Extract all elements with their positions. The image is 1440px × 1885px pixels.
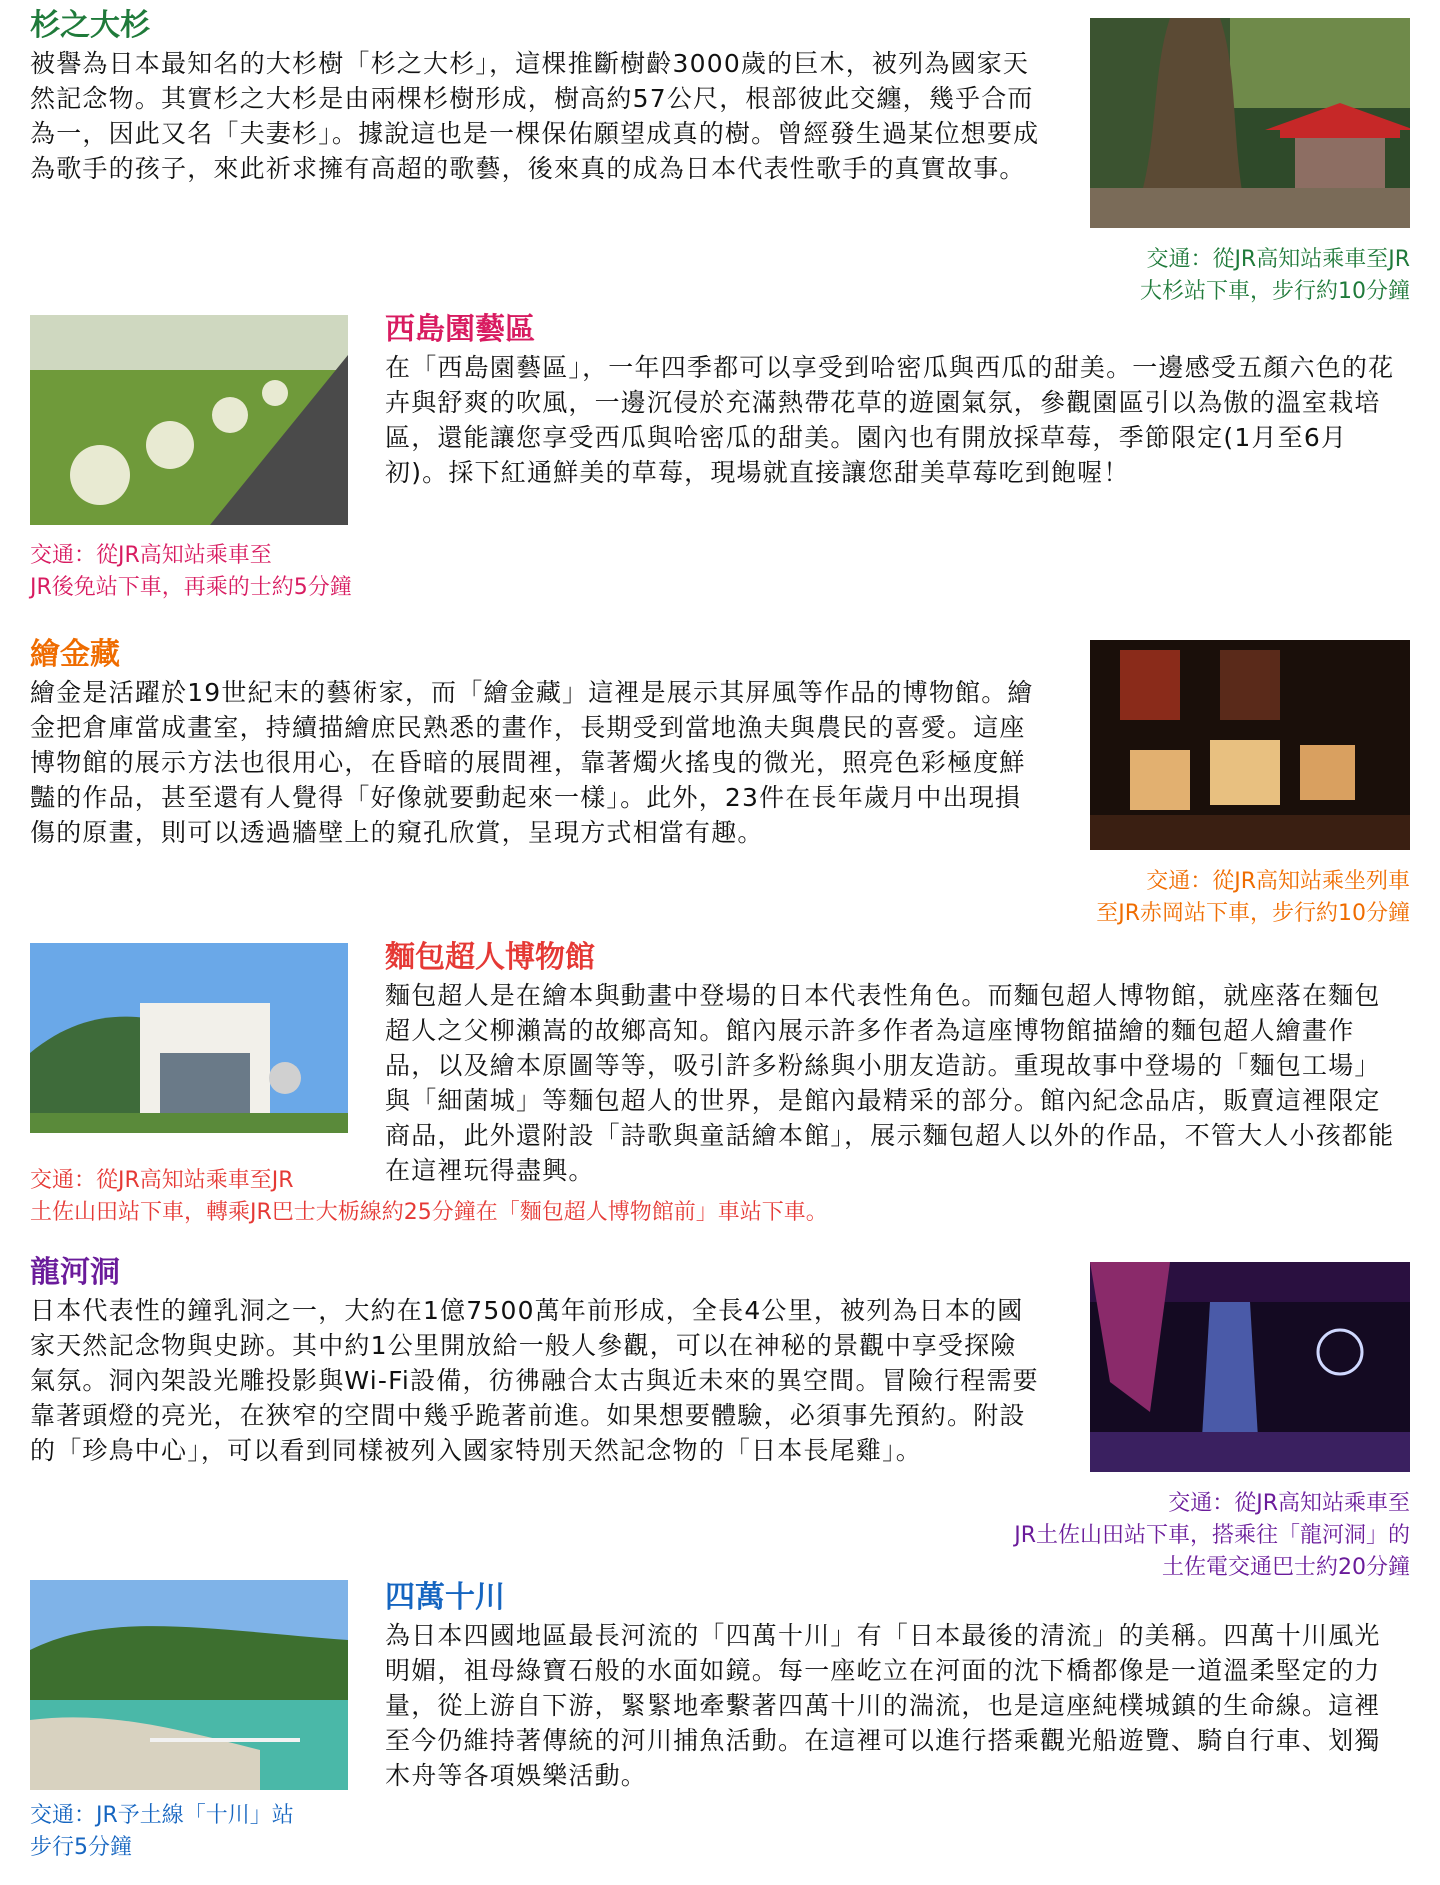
transport-info: 交通：JR予土線「十川」站 步行5分鐘	[30, 1803, 294, 1860]
section-body: 被譽為日本最知名的大杉樹「杉之大杉」，這棵推斷樹齡3000歲的巨木，被列為國家天然記念物。其實杉之大杉是由兩棵杉樹形成，樹高約57公尺，根部彼此交纏，幾乎合而為一，因此又名「夫妻杉」。據說這也是一棵保佑願望成真的樹。曾經發生過某位想要成為歌手的孩子，來此祈求擁有高超的歌藝，後來真的成為日本代表性歌手的真實故事。	[30, 49, 1040, 183]
section-title: 杉之大杉	[30, 8, 150, 43]
section-title: 麵包超人博物館	[385, 940, 595, 975]
ryugado-cave-photo	[1090, 1262, 1410, 1472]
giant-cedar-shrine-photo	[1090, 18, 1410, 228]
section-title: 繪金藏	[30, 637, 120, 672]
section-title: 龍河洞	[30, 1255, 120, 1290]
transport-info: 交通：從JR高知站乘車至 JR土佐山田站下車，搭乘往「龍河洞」的 土佐電交通巴士約20分鐘	[1014, 1491, 1410, 1580]
transport-info: 交通：從JR高知站乘坐列車 至JR赤岡站下車，步行約10分鐘	[1096, 869, 1410, 926]
section-body: 繪金是活躍於19世紀末的藝術家，而「繪金藏」這裡是展示其屏風等作品的博物館。繪金把倉庫當成畫室，持續描繪庶民熟悉的畫作，長期受到當地漁夫與農民的喜愛。這座博物館的展示方法也很用心，在昏暗的展間裡，靠著燭火搖曳的微光，照亮色彩極度鮮豔的作品，甚至還有人覺得「好像就要動起來一樣」。此外，23件在長年歲月中出現損傷的原畫，則可以透過牆壁上的窺孔欣賞，呈現方式相當有趣。	[30, 678, 1034, 847]
melon-greenhouse-photo	[30, 315, 348, 525]
section-body: 為日本四國地區最長河流的「四萬十川」有「日本最後的清流」的美稱。四萬十川風光明媚，祖母綠寶石般的水面如鏡。每一座屹立在河面的沈下橋都像是一道溫柔堅定的力量，從上游自下游，緊緊地牽繫著四萬十川的湍流，也是這座純樸城鎮的生命線。這裡至今仍維持著傳統的河川捕魚活動。在這裡可以進行搭乘觀光船遊覽、騎自行車、划獨木舟等各項娛樂活動。	[385, 1621, 1381, 1790]
section-title: 西島園藝區	[385, 312, 535, 347]
section-title: 四萬十川	[385, 1580, 505, 1615]
anpanman-museum-photo	[30, 943, 348, 1133]
section-body: 日本代表性的鐘乳洞之一，大約在1億7500萬年前形成，全長4公里，被列為日本的國家天然記念物與史跡。其中約1公里開放給一般人參觀，可以在神秘的景觀中享受探險氣氛。洞內架設光雕投影與Wi-Fi設備，彷彿融合太古與近未來的異空間。冒險行程需要靠著頭燈的亮光，在狹窄的空間中幾乎跪著前進。如果想要體驗，必須事先預約。附設的「珍鳥中心」，可以看到同樣被列入國家特別天然記念物的「日本長尾雞」。	[30, 1296, 1039, 1465]
section-body: 麵包超人是在繪本與動畫中登場的日本代表性角色。而麵包超人博物館，就座落在麵包超人之父柳瀨嵩的故鄉高知。館內展示許多作者為這座博物館描繪的麵包超人繪畫作品，以及繪本原圖等等，吸引許多粉絲與小朋友造訪。重現故事中登場的「麵包工場」與「細菌城」等麵包超人的世界，是館內最精采的部分。館內紀念品店，販賣這裡限定商品，此外還附設「詩歌與童話繪本館」，展示麵包超人以外的作品，不管大人小孩都能在這裡玩得盡興。	[385, 981, 1395, 1185]
transport-info: 交通：從JR高知站乘車至JR 土佐山田站下車，轉乘JR巴士大栃線約25分鐘在「麵包超人博物館前」車站下車。	[30, 1168, 828, 1225]
transport-info: 交通：從JR高知站乘車至 JR後免站下車，再乘的士約5分鐘	[30, 543, 352, 600]
ekin-museum-photo	[1090, 640, 1410, 850]
section-body: 在「西島園藝區」，一年四季都可以享受到哈密瓜與西瓜的甜美。一邊感受五顏六色的花卉與舒爽的吹風，一邊沉侵於充滿熱帶花草的遊園氣氛，參觀園區引以為傲的溫室栽培區，還能讓您享受西瓜與哈密瓜的甜美。園內也有開放採草莓，季節限定(1月至6月初)。採下紅通鮮美的草莓，現場就直接讓您甜美草莓吃到飽喔！	[385, 353, 1395, 487]
shimanto-river-photo	[30, 1580, 348, 1790]
transport-info: 交通：從JR高知站乘車至JR 大杉站下車，步行約10分鐘	[1140, 247, 1410, 304]
